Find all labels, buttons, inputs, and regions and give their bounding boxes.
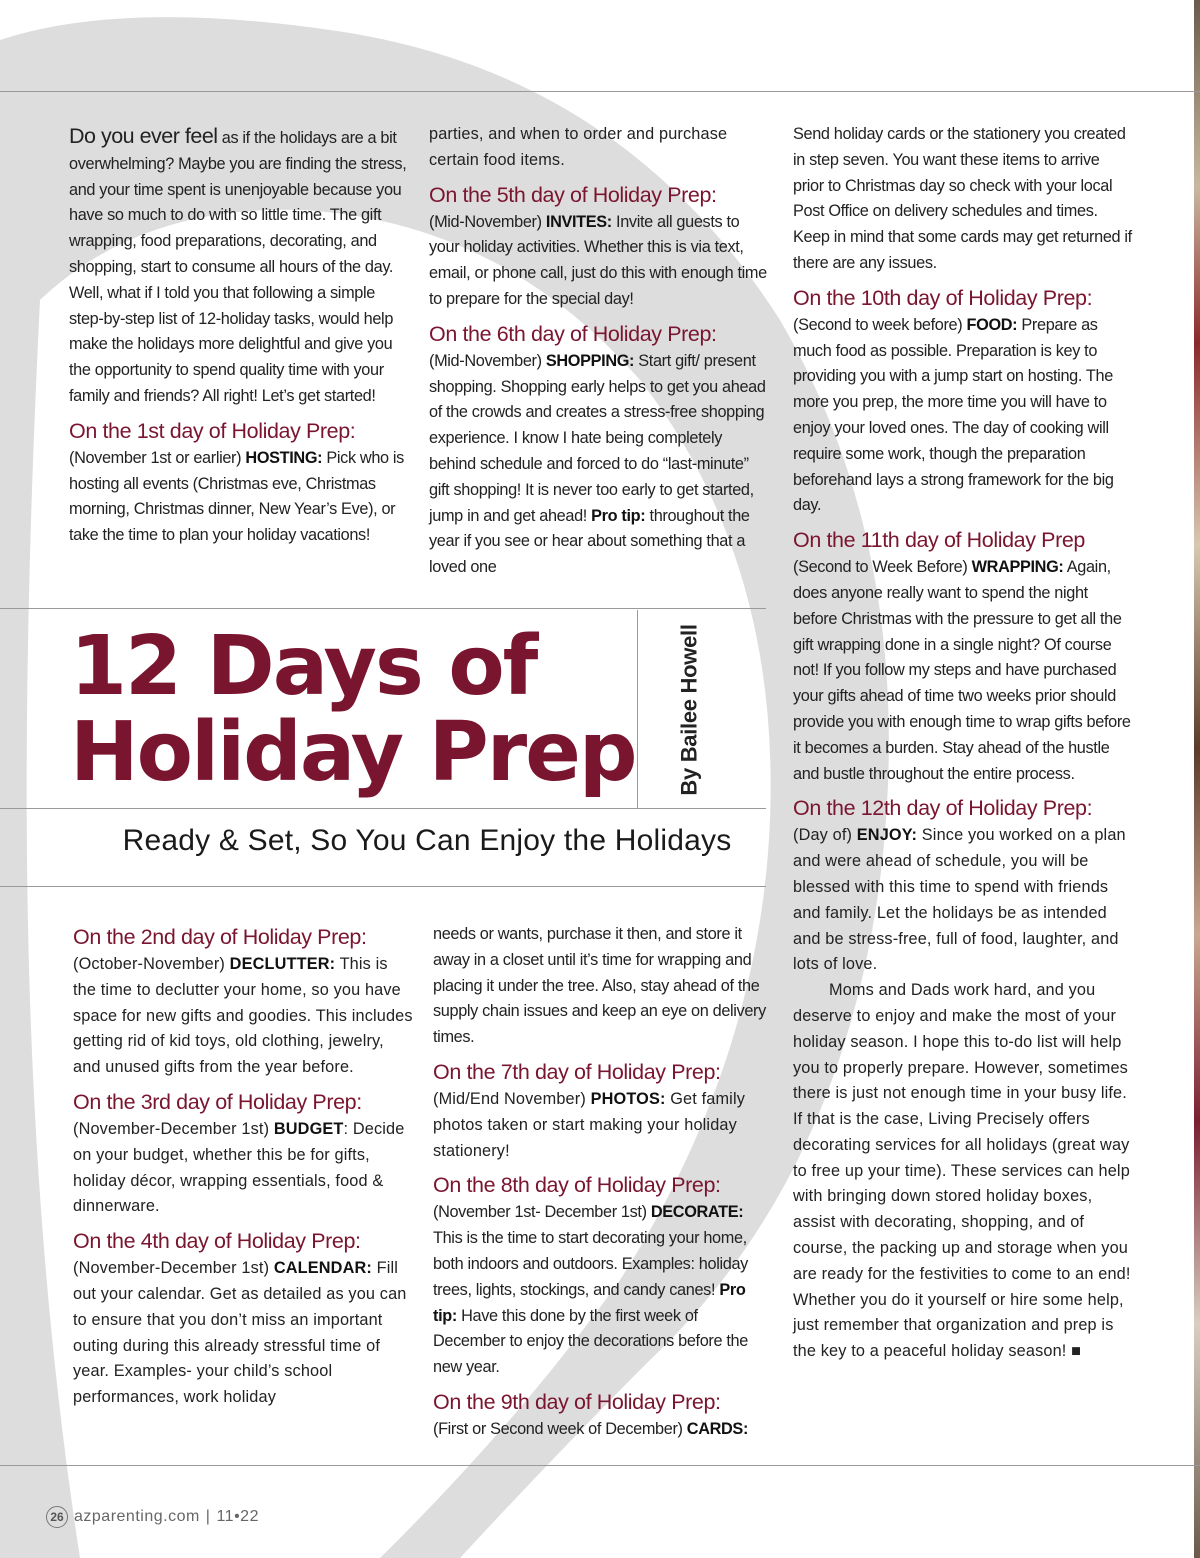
day-3-when: (November-December 1st)	[73, 1119, 270, 1138]
day-2-when: (October-November)	[73, 955, 225, 973]
day-8-tip-label: Pro tip:	[433, 1280, 746, 1325]
day-12-body	[793, 823, 1133, 978]
day-12-when: (Day of)	[793, 826, 853, 845]
day-3-label: BUDGET	[273, 1119, 344, 1138]
day-12-label: ENJOY:	[856, 826, 918, 845]
day-10-heading: On the 10th day of Holiday Prep:	[793, 285, 1093, 310]
column-intro	[69, 124, 411, 549]
day-11-label: WRAPPING:	[971, 558, 1064, 577]
day-1-text: Pick who is hosting all events (Christmas eve, Christmas morning, Christmas dinner, New Year’s Eve), or take the time to plan your holiday vacations!	[69, 448, 404, 545]
top-rule	[0, 91, 1200, 92]
day-1-body	[69, 446, 411, 549]
day-5-text: Invite all guests to your holiday activities. Whether this is via text, email, or phone call, just do this with enough time to prepare for the special day!	[429, 212, 767, 308]
intro-lead: Do you ever feel	[69, 124, 218, 148]
day-2-heading: On the 2nd day of Holiday Prep:	[73, 925, 367, 949]
column-bottom-left	[73, 924, 413, 1411]
day-5-when: (Mid-November)	[429, 212, 542, 231]
day-9-continued: Send holiday cards or the stationery you created in step seven. You want these items to arrive prior to Christmas day so check with your local Post Office on delivery schedules and times. Keep in mind that some cards may get returned if there are any issues.	[793, 125, 1132, 272]
day-4-text: Fill out your calendar. Get as detailed as you can to ensure that you don’t miss an important outing during this already stressful time of year. Examples- your child’s school performances, work holiday	[73, 1259, 407, 1407]
footer-separator: |	[205, 1508, 211, 1525]
day-6-tip-text: throughout the year if you see or hear about something that a loved one	[429, 506, 750, 577]
byline	[678, 612, 702, 808]
end-mark: ■	[1071, 1342, 1082, 1361]
day-6-heading: On the 6th day of Holiday Prep:	[429, 321, 717, 346]
column-bottom-middle	[433, 922, 769, 1443]
title-top-rule	[0, 608, 766, 609]
title-line-2: Holiday Prep	[70, 705, 636, 800]
day-11-body	[793, 555, 1133, 787]
day-7-heading: On the 7th day of Holiday Prep:	[433, 1059, 721, 1084]
title-line-1: 12 Days of	[70, 619, 537, 714]
intro-text: as if the holidays are a bit overwhelming? Maybe you are finding the stress, and your time spent is unenjoyable because you have so much to do with so little time. The gift wrapping, food preparations, decorating, and shopping, start to consume all hours of the day. Well, what if I told you that following a simple step-by-step list of 12-holiday tasks, would help make the holidays more delightful and give you the opportunity to spend quality time with your family and friends? All right! Let’s get started!	[69, 129, 407, 405]
day-9-when: (First or Second week of December)	[433, 1419, 683, 1438]
day-3-text: : Decide on your budget, whether this be for gifts, holiday décor, wrapping essentials, food & dinnerware.	[73, 1119, 405, 1216]
day-10-text: Prepare as much food as possible. Preparation is key to providing you with a jump start on hosting. The more you prep, the more time you will have to enjoy your loved ones. The day of cooking will require some work, though the preparation beforehand lays a strong framework for the big day.	[793, 315, 1114, 515]
footer-issue: 11•22	[216, 1508, 259, 1525]
closing-text: Moms and Dads work hard, and you deserve to enjoy and make the most of your holiday season. I hope this to-do list will help you to properly prepare. However, sometimes there is just not enough time in your busy life. If that is the case, Living Precisely offers decorating services for all holidays (great way to free up your time). These services can help with bringing down stored holiday boxes, assist with decorating, shopping, and of course, the packing up and storage when you are ready for the festivities to come to an end! Whether you do it yourself or hire some help, just remember that organization and prep is the key to a peaceful holiday season!	[793, 981, 1131, 1361]
page-number-badge: 26	[46, 1506, 68, 1528]
day-8-text: This is the time to start decorating your home, both indoors and outdoors. Examples: holiday trees, lights, stockings, and candy canes!	[433, 1229, 748, 1299]
day-6-text: Start gift/ present shopping. Shopping early helps to get you ahead of the crowds and creates a stress-free shopping experience. I know I hate being completely behind schedule and forced to do “last-minute” gift shopping! It is never too early to get started, jump in and get ahead!	[429, 351, 766, 525]
day-5-label: INVITES:	[545, 212, 612, 231]
day-7-label: PHOTOS:	[590, 1089, 666, 1108]
day-8-tip-text: Have this done by the first week of December to enjoy the decorations before the new year.	[433, 1306, 748, 1377]
day-11-heading: On the 11th day of Holiday Prep	[793, 528, 1085, 553]
day-4-body	[73, 1256, 413, 1411]
day-9-body	[433, 1417, 769, 1443]
day-3-body	[73, 1117, 413, 1220]
day-5-body	[429, 210, 767, 313]
day-8-label: DECORATE:	[650, 1203, 744, 1222]
day-3-heading: On the 3rd day of Holiday Prep:	[73, 1089, 362, 1114]
intro-paragraph	[69, 124, 411, 410]
day-12-heading: On the 12th day of Holiday Prep:	[793, 796, 1093, 821]
day-6-label: SHOPPING:	[545, 351, 635, 370]
day-10-label: FOOD:	[966, 315, 1018, 334]
day-5-heading: On the 5th day of Holiday Prep:	[429, 182, 717, 207]
day-7-text: Get family photos taken or start making your holiday stationery!	[433, 1089, 746, 1160]
bottom-rule	[0, 1465, 1200, 1466]
day-4-label: CALENDAR:	[273, 1259, 372, 1278]
article-subtitle: Ready & Set, So You Can Enjoy the Holidays	[122, 824, 732, 857]
day-6-tip-label: Pro tip:	[591, 506, 646, 525]
page-edge-strip	[1194, 0, 1200, 1558]
day-11-when: (Second to Week Before)	[793, 558, 968, 577]
day-9-label: CARDS:	[686, 1419, 749, 1438]
day-4-heading: On the 4th day of Holiday Prep:	[73, 1229, 361, 1254]
day-10-when: (Second to week before)	[793, 315, 963, 334]
day-2-label: DECLUTTER:	[229, 955, 336, 973]
day-12-text: Since you worked on a plan and were ahead of schedule, you will be blessed with this time to spend with friends and family. Let the holidays be as intended and be stress-free, full of food, laughter, and lots of love.	[793, 826, 1126, 974]
title-bottom-rule	[0, 808, 766, 809]
day-8-body	[433, 1200, 769, 1381]
day-6-when: (Mid-November)	[429, 351, 542, 370]
article-title	[70, 619, 636, 800]
day-2-body	[73, 952, 413, 1081]
day-7-body	[433, 1087, 769, 1164]
day-4-continued: parties, and when to order and purchase certain food items.	[429, 125, 728, 169]
day-1-when: (November 1st or earlier)	[69, 448, 242, 467]
subtitle-bottom-rule	[0, 886, 766, 887]
day-1-heading: On the 1st day of Holiday Prep:	[69, 418, 356, 443]
day-11-text: Again, does anyone really want to spend the night before Christmas with the pressure to get all the gift wrapping done in a single night? Of course not! If you follow my steps and have purchased your gifts ahead of time two weeks prior should provide you with enough time to wrap gifts before it becomes a burden. Stay ahead of the hustle and bustle throughout the entire process.	[793, 558, 1131, 783]
column-right	[793, 122, 1133, 1365]
day-6-continued: needs or wants, purchase it then, and store it away in a closet until it’s time for wrapping and placing it under the tree. Also, stay ahead of the supply chain issues and keep an eye on delivery times.	[433, 925, 766, 1047]
closing-paragraph	[793, 978, 1133, 1365]
column-top-middle	[429, 122, 767, 581]
byline-divider	[637, 610, 638, 808]
day-9-heading: On the 9th day of Holiday Prep:	[433, 1389, 721, 1414]
footer-site: azparenting.com	[74, 1508, 200, 1525]
day-6-body	[429, 349, 767, 581]
page-footer	[46, 1506, 259, 1528]
day-8-heading: On the 8th day of Holiday Prep:	[433, 1173, 721, 1198]
day-7-when: (Mid/End November)	[433, 1089, 586, 1108]
day-4-when: (November-December 1st)	[73, 1259, 270, 1278]
byline-text: By Bailee Howell	[677, 624, 703, 796]
day-10-body	[793, 313, 1133, 519]
day-8-when: (November 1st- December 1st)	[433, 1203, 647, 1222]
day-2-text: This is the time to declutter your home, so you have space for new gifts and goodies. This includes getting rid of kid toys, old clothing, jewelry, and unused gifts from the year before.	[73, 955, 413, 1077]
day-1-label: HOSTING:	[245, 448, 323, 467]
